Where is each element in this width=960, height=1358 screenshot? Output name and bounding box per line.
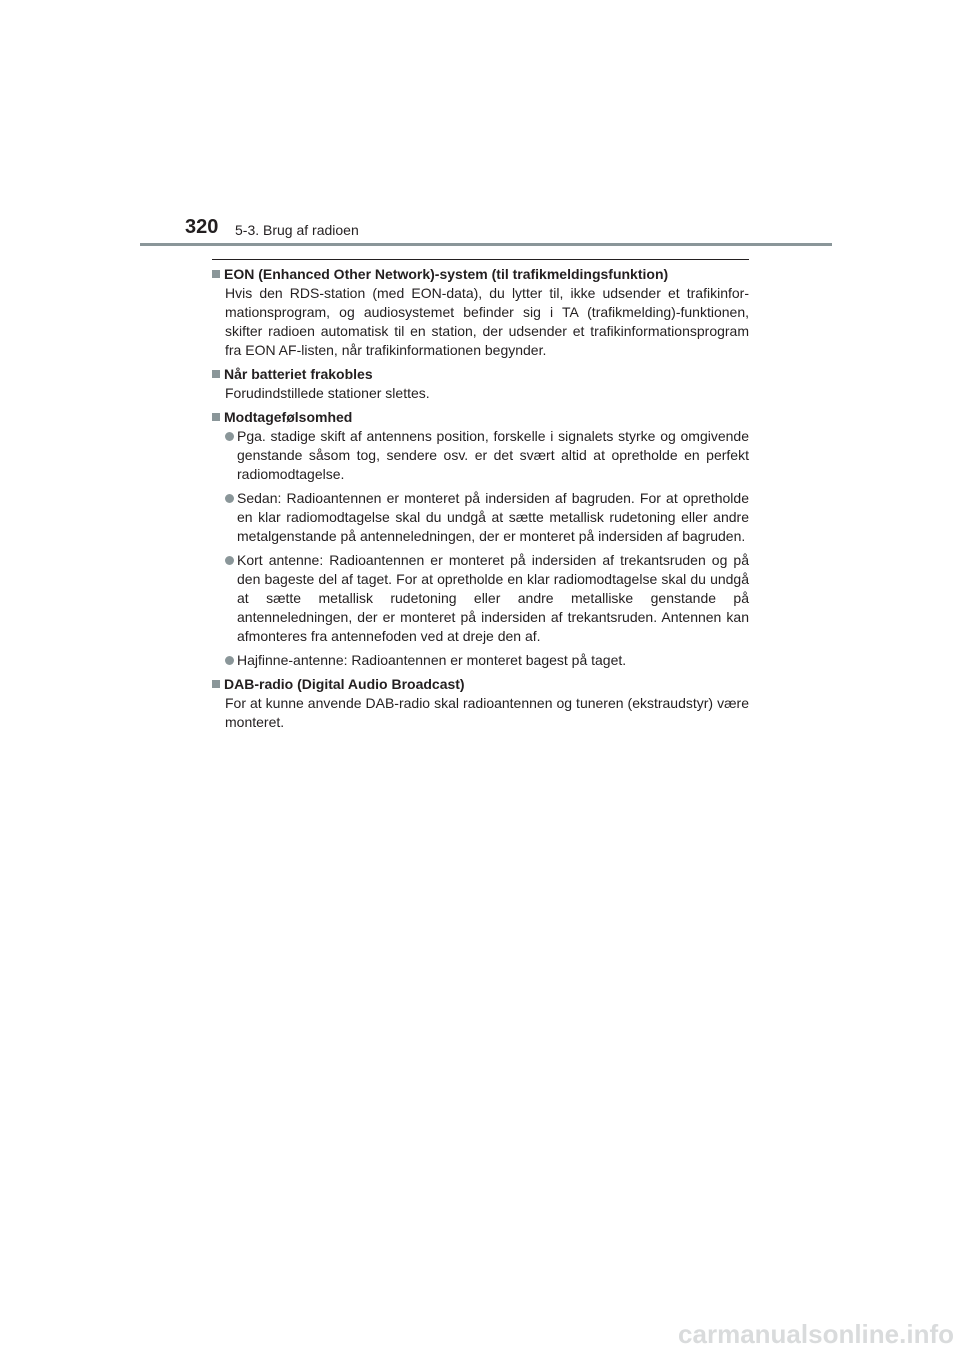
bullet-list <box>225 427 749 670</box>
square-bullet-icon <box>212 370 220 378</box>
section-battery <box>212 365 749 403</box>
section-reception <box>212 408 749 670</box>
section-heading-text: Når batteriet frakobles <box>224 366 373 382</box>
watermark: carmanualsonline.info <box>678 1319 954 1349</box>
page-number: 320 <box>185 216 219 238</box>
square-bullet-icon <box>212 680 220 688</box>
list-item <box>225 551 749 646</box>
section-body: Hvis den RDS-station (med EON-data), du lytter til, ikke udsender et trafikinformationsprogram, og audiosystemet befinder sig i TA (trafikmelding)-funktionen, skifter radioen automatisk til en station, der udsender et trafikinformationsprogram fra EON AF-listen, når trafikinformationen begynder. <box>225 285 749 358</box>
section-eon <box>212 265 749 360</box>
list-item <box>225 489 749 546</box>
circle-bullet-icon <box>225 494 234 503</box>
section-heading <box>212 675 749 694</box>
section-heading-text: EON (Enhanced Other Network)-system (til trafikmeldingsfunktion) <box>224 266 669 282</box>
page-content <box>212 259 749 737</box>
section-body: Forudindstillede stationer slettes. <box>225 385 430 401</box>
section-heading <box>212 365 749 384</box>
list-item-text: Kort antenne: Radioantennen er monteret på indersiden af trekantsruden og på den bageste del af taget. For at opretholde en klar radiomodtagelse skal du undgå at sætte metallisk rudetoning eller andre metalliske genstande på antenneledningen, der er monteret på indersiden af trekantsruden. Antennen kan afmonteres fra antennefoden ved at dreje den af. <box>237 552 749 644</box>
header-divider <box>140 243 832 246</box>
list-item-text: Hajfinne-antenne: Radioantennen er monteret bagest på taget. <box>237 652 627 668</box>
section-body: For at kunne anvende DAB-radio skal radioantennen og tuneren (ekstraudstyr) være monteret. <box>225 695 749 730</box>
section-heading-text: DAB-radio (Digital Audio Broadcast) <box>224 676 465 692</box>
page-header <box>0 0 960 250</box>
list-item-text: Pga. stadige skift af antennens position, forskelle i signalets styrke og omgivende genstande såsom tog, sendere osv. er det svært altid at opretholde en perfekt radiomodtagelse. <box>237 428 749 482</box>
section-dab <box>212 675 749 732</box>
circle-bullet-icon <box>225 656 234 665</box>
section-heading <box>212 265 749 284</box>
circle-bullet-icon <box>225 556 234 565</box>
square-bullet-icon <box>212 413 220 421</box>
circle-bullet-icon <box>225 432 234 441</box>
list-item-text: Sedan: Radioantennen er monteret på indersiden af bagruden. For at opretholde en klar radiomodtagelse skal du undgå at sætte metallisk rudetoning eller andre metalgenstande på antenneledningen, der er monteret på indersiden af bagruden. <box>237 490 749 544</box>
list-item <box>225 651 749 670</box>
section-title: 5-3. Brug af radioen <box>235 222 359 238</box>
list-item <box>225 427 749 484</box>
square-bullet-icon <box>212 270 220 278</box>
section-heading <box>212 408 749 427</box>
section-heading-text: Modtagefølsomhed <box>224 409 353 425</box>
